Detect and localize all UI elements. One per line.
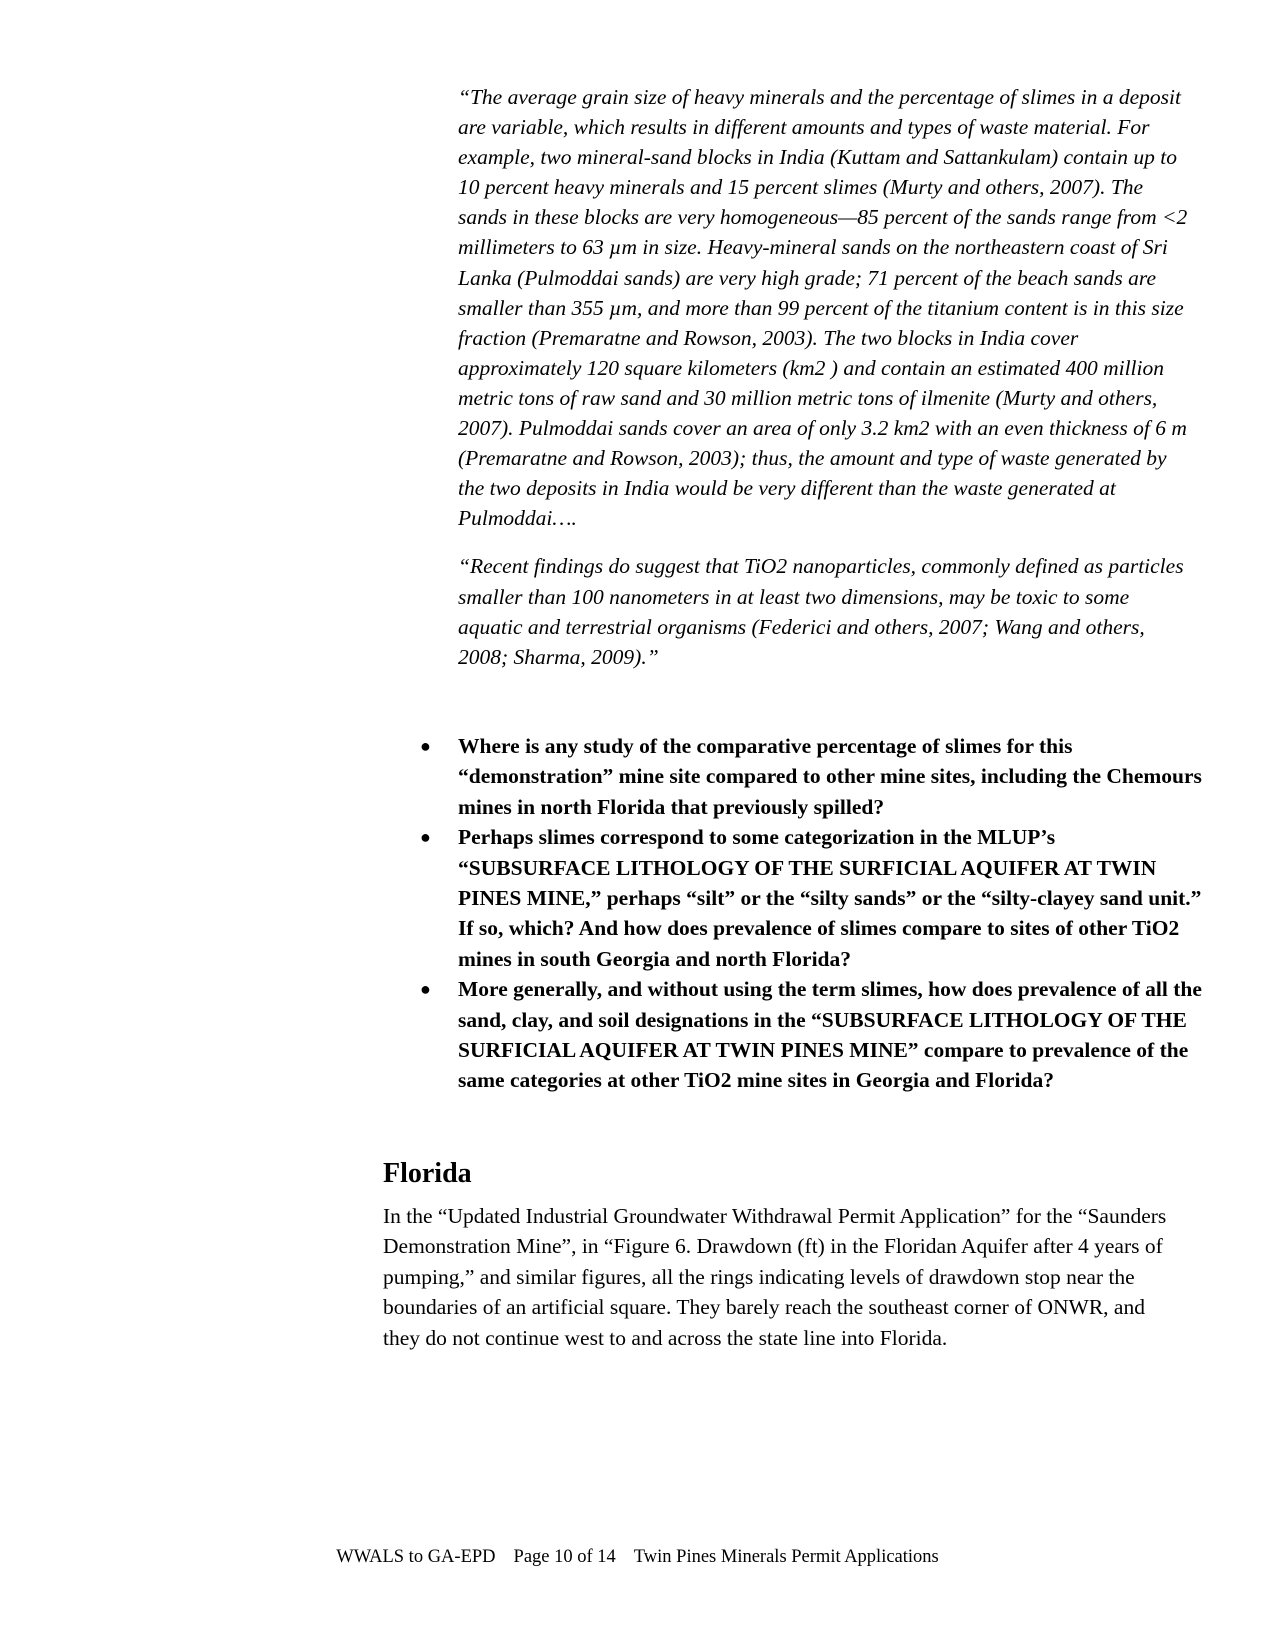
quote-paragraph-grain-size: “The average grain size of heavy minerals and the percentage of slimes in a deposit are variable, which results in different amounts and types of waste material. For example, two mineral-sand blocks in India (Kuttam and Sattankulam) contain up to 10 percent heavy minerals and 15 percent slimes (Murty and others, 2007). The sands in these blocks are very homogeneous—85 percent of the sands range from <2 millimeters to 63 µm in size. Heavy-mineral sands on the northeastern coast of Sri Lanka (Pulmoddai sands) are very high grade; 71 percent of the beach sands are smaller than 355 µm, and more than 99 percent of the titanium content is in this size fraction (Premaratne and Rowson, 2003). The two blocks in India cover approximately 120 square kilometers (km2 ) and contain an estimated 400 million metric tons of raw sand and 30 million metric tons of ilmenite (Murty and others, 2007). Pulmoddai sands cover an area of only 3.2 km2 with an even thickness of 6 m (Premaratne and Rowson, 2003); thus, the amount and type of waste generated by the two deposits in India would be very different than the waste generated at Pulmoddai…. <box>458 85 1188 531</box>
question-item-prevalence <box>412 974 1202 1096</box>
section-heading-florida: Florida <box>383 1158 472 1189</box>
question-text: Where is any study of the comparative percentage of slimes for this “demonstration” mine site compared to other mine sites, including the Chemours mines in north Florida that previously spilled? <box>458 734 1202 819</box>
footer-page-number: Page 10 of 14 <box>513 1547 616 1567</box>
bullet-icon: ● <box>420 736 431 756</box>
question-list <box>412 731 1202 1096</box>
question-text: Perhaps slimes correspond to some categorization in the MLUP’s “SUBSURFACE LITHOLOGY OF THE SURFICIAL AQUIFER AT TWIN PINES MINE,” perhaps “silt” or the “silty sands” or the “silty-clayey sand unit.” If so, which? And how does prevalence of slimes compare to sites of other TiO2 mines in south Georgia and north Florida? <box>458 825 1202 971</box>
bullet-icon: ● <box>420 827 431 848</box>
page-footer <box>0 1545 1275 1569</box>
section-body-paragraph: In the “Updated Industrial Groundwater Withdrawal Permit Application” for the “Saunders Demonstration Mine”, in “Figure 6. Drawdown (ft) in the Floridan Aquifer after 4 years of pumping,” and similar figures, all the rings indicating levels of drawdown stop near the boundaries of an artificial square. They barely reach the southeast corner of ONWR, and they do not continue west to and across the state line into Florida. <box>383 1204 1167 1350</box>
question-text: More generally, and without using the term slimes, how does prevalence of all the sand, clay, and soil designations in the “SUBSURFACE LITHOLOGY OF THE SURFICIAL AQUIFER AT TWIN PINES MINE” compare to prevalence of the same categories at other TiO2 mine sites in Georgia and Florida? <box>458 977 1202 1093</box>
quoted-excerpt <box>458 82 1193 672</box>
footer-right-text: Twin Pines Minerals Permit Applications <box>633 1547 939 1567</box>
question-item-slimes-study <box>412 731 1202 822</box>
quote-paragraph-nanoparticles: “Recent findings do suggest that TiO2 nanoparticles, commonly defined as particles smaller than 100 nanometers in at least two dimensions, may be toxic to some aquatic and terrestrial organisms (Federici and others, 2007; Wang and others, 2008; Sharma, 2009).” <box>458 554 1184 669</box>
question-item-lithology <box>412 822 1202 974</box>
bullet-icon: ● <box>420 979 431 1000</box>
footer-left-text: WWALS to GA-EPD <box>336 1547 496 1567</box>
